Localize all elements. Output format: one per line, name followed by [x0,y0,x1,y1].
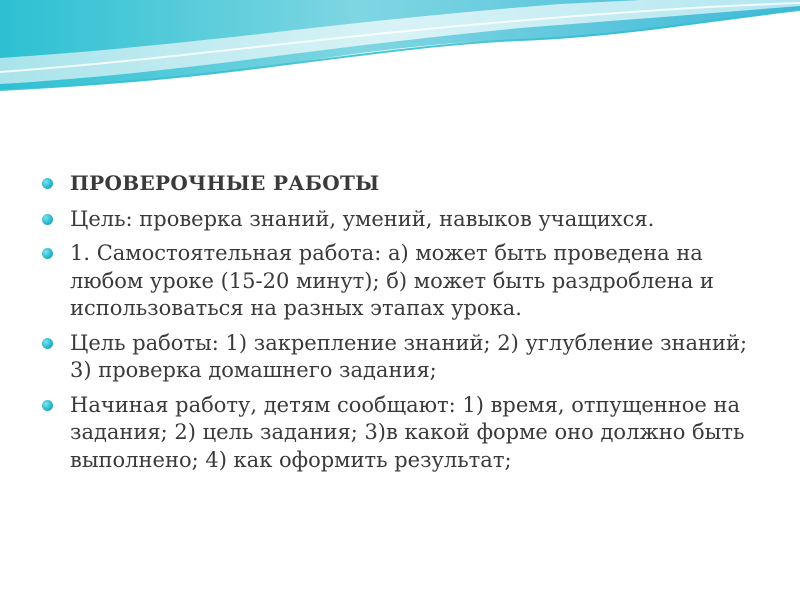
bullet-text: Цель работы: 1) закрепление знаний; 2) углубление знаний; 3) проверка домашнего задания; [70,330,748,382]
bullet-text: ПРОВЕРОЧНЫЕ РАБОТЫ [70,171,380,195]
bullet-item-independent-work [40,240,760,323]
bullet-item-work-goal [40,330,760,385]
slide-content [40,170,760,481]
bullet-text: 1. Самостоятельная работа: а) может быть проведена на любом уроке (15-20 минут); б) может быть раздроблена и использоваться на разных этапах урока. [70,241,714,320]
bullet-list [40,170,760,474]
bullet-item-starting-work [40,392,760,475]
bullet-dot-icon [42,338,53,349]
bullet-item-goal [40,206,760,234]
bullet-dot-icon [42,400,53,411]
bullet-dot-icon [42,248,53,259]
bullet-dot-icon [42,178,53,189]
decorative-wave-header [0,0,800,110]
bullet-dot-icon [42,214,53,225]
bullet-text: Цель: проверка знаний, умений, навыков учащихся. [70,206,655,231]
bullet-item-heading [40,170,760,198]
bullet-text: Начиная работу, детям сообщают: 1) время, отпущенное на задания; 2) цель задания; 3)в какой форме оно должно быть выполнено; 4) как оформить результат; [70,392,745,472]
